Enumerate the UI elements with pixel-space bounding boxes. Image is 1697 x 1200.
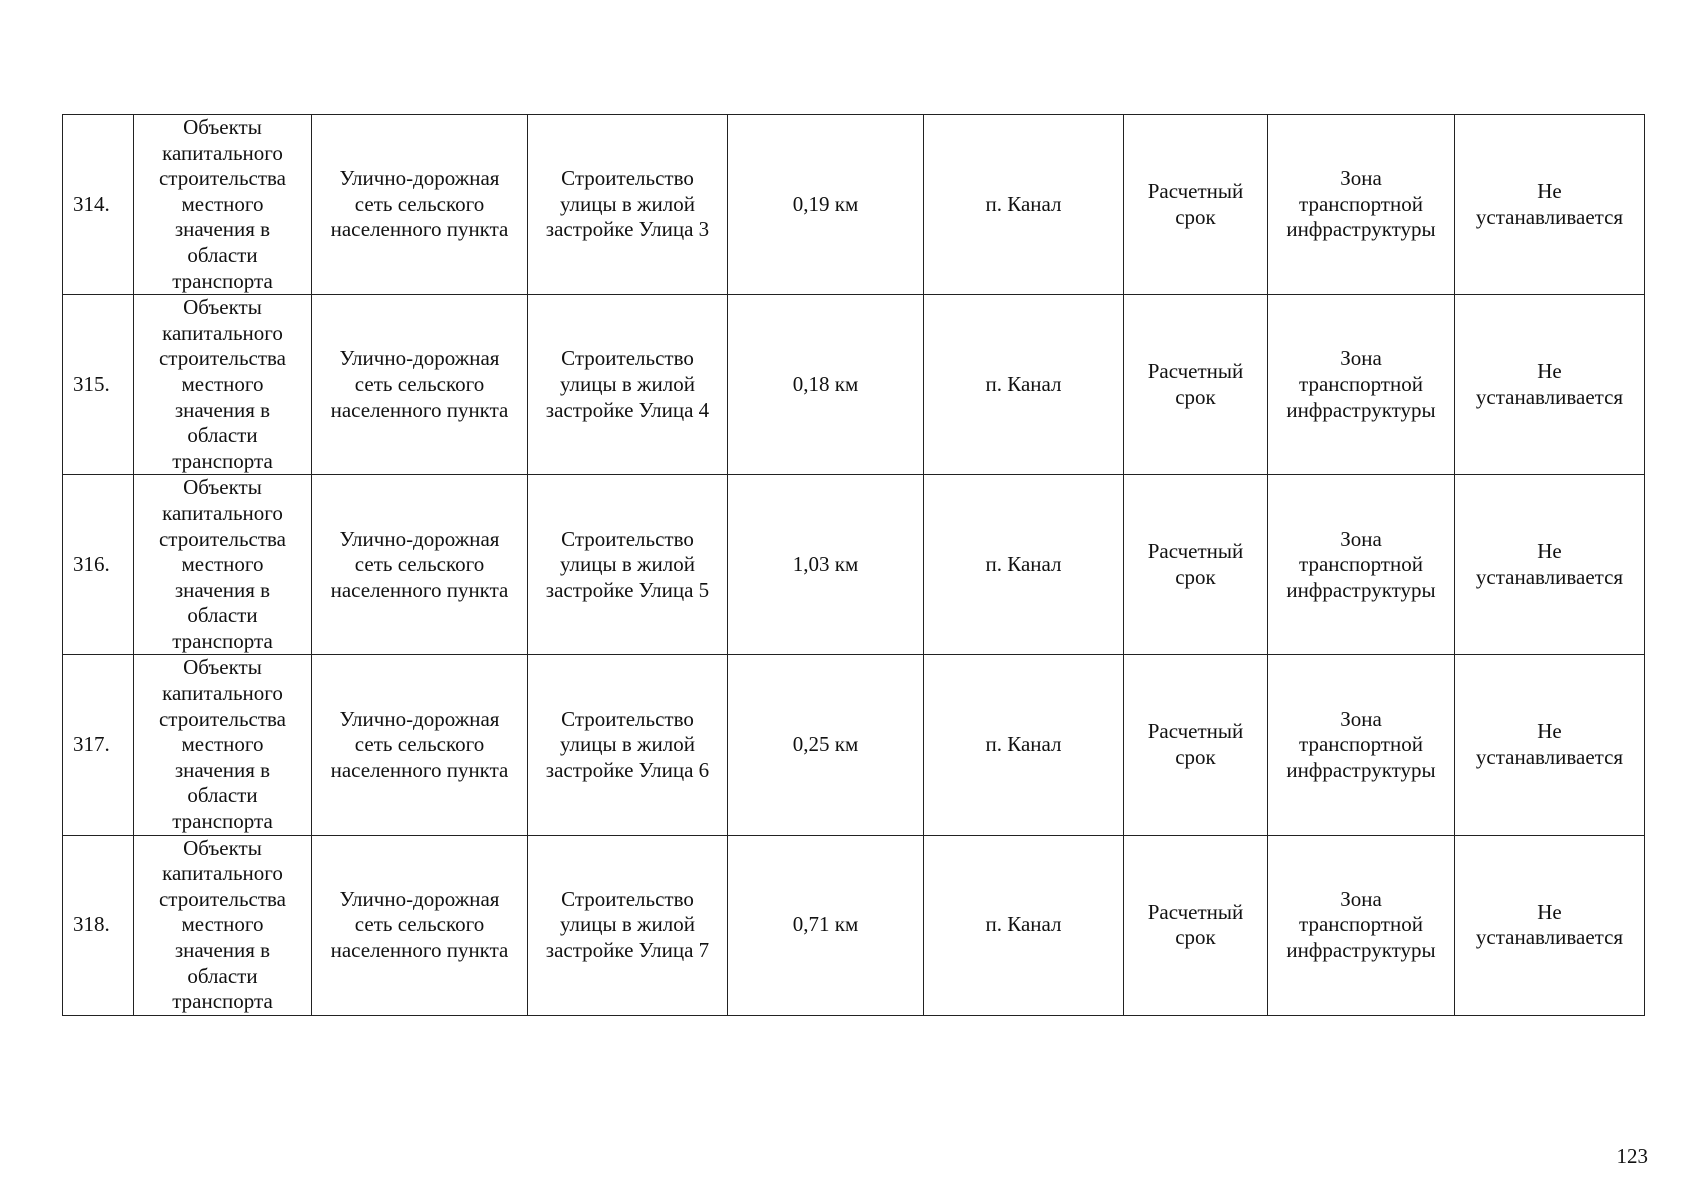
object-length: 0,19 км [792,191,859,216]
object-category: Объекты капитального строительства местного значения в области транспорта [158,295,286,473]
table-row [63,295,1645,475]
restriction-cell [1455,655,1645,835]
object-zone: Зона транспортной инфраструктуры [1286,706,1436,782]
objects-table [62,114,1645,1016]
row-number: 318. [73,912,110,937]
object-zone: Зона транспортной инфраструктуры [1286,886,1436,962]
row-number-cell [63,295,134,475]
length-cell [728,655,924,835]
length-cell [728,295,924,475]
object-zone: Зона транспортной инфраструктуры [1286,346,1436,422]
object-type: Улично-дорожная сеть сельского населенного пункта [330,886,509,962]
type-cell [312,475,528,655]
row-number-cell [63,655,134,835]
object-term: Расчетный срок [1147,719,1244,770]
object-restriction: Не устанавливается [1475,178,1624,229]
object-restriction: Не устанавливается [1475,539,1624,589]
length-cell [728,115,924,295]
object-name: Строительство улицы в жилой застройке Улица 5 [545,526,710,602]
row-number: 317. [73,732,110,757]
row-number: 315. [73,371,110,396]
category-cell [134,655,312,835]
term-cell [1124,475,1268,655]
object-location: п. Канал [985,371,1062,396]
type-cell [312,835,528,1015]
term-cell [1124,295,1268,475]
zone-cell [1268,655,1455,835]
term-cell [1124,835,1268,1015]
object-length: 1,03 км [792,552,859,577]
object-restriction: Не устанавливается [1475,719,1624,770]
row-number-cell [63,835,134,1015]
object-category: Объекты капитального строительства местного значения в области транспорта [158,475,286,653]
table-row [63,475,1645,655]
object-restriction: Не устанавливается [1475,359,1624,409]
row-number-cell [63,475,134,655]
object-name: Строительство улицы в жилой застройке Улица 4 [545,346,710,422]
object-category: Объекты капитального строительства местного значения в области транспорта [158,115,286,293]
object-length: 0,18 км [792,371,859,396]
term-cell [1124,115,1268,295]
restriction-cell [1455,295,1645,475]
zone-cell [1268,115,1455,295]
object-category: Объекты капитального строительства местного значения в области транспорта [158,835,286,1014]
name-cell [528,475,728,655]
object-location: п. Канал [985,191,1062,216]
page-number: 123 [1616,1144,1648,1168]
type-cell [312,655,528,835]
type-cell [312,115,528,295]
object-type: Улично-дорожная сеть сельского населенного пункта [330,346,509,422]
location-cell [924,295,1124,475]
object-category: Объекты капитального строительства местного значения в области транспорта [158,655,286,834]
name-cell [528,655,728,835]
type-cell [312,295,528,475]
object-length: 0,71 км [792,912,859,937]
restriction-cell [1455,115,1645,295]
object-term: Расчетный срок [1147,539,1244,589]
category-cell [134,475,312,655]
object-name: Строительство улицы в жилой застройке Улица 3 [545,166,710,242]
object-type: Улично-дорожная сеть сельского населенного пункта [330,166,509,242]
object-term: Расчетный срок [1147,899,1244,950]
object-location: п. Канал [985,732,1062,757]
name-cell [528,115,728,295]
category-cell [134,295,312,475]
table-row [63,655,1645,835]
row-number-cell [63,115,134,295]
zone-cell [1268,835,1455,1015]
term-cell [1124,655,1268,835]
location-cell [924,655,1124,835]
restriction-cell [1455,835,1645,1015]
zone-cell [1268,475,1455,655]
name-cell [528,295,728,475]
location-cell [924,475,1124,655]
object-name: Строительство улицы в жилой застройке Улица 7 [545,886,710,962]
length-cell [728,835,924,1015]
object-location: п. Канал [985,552,1062,577]
length-cell [728,475,924,655]
table-row [63,115,1645,295]
object-term: Расчетный срок [1147,359,1244,409]
category-cell [134,115,312,295]
category-cell [134,835,312,1015]
row-number: 316. [73,552,110,577]
object-name: Строительство улицы в жилой застройке Улица 6 [545,706,710,782]
object-zone: Зона транспортной инфраструктуры [1286,526,1436,602]
name-cell [528,835,728,1015]
row-number: 314. [73,191,110,216]
object-type: Улично-дорожная сеть сельского населенного пункта [330,526,509,602]
object-restriction: Не устанавливается [1475,899,1624,950]
object-type: Улично-дорожная сеть сельского населенного пункта [330,706,509,782]
zone-cell [1268,295,1455,475]
object-term: Расчетный срок [1147,178,1244,229]
table-row [63,835,1645,1015]
location-cell [924,115,1124,295]
object-location: п. Канал [985,912,1062,937]
restriction-cell [1455,475,1645,655]
location-cell [924,835,1124,1015]
object-length: 0,25 км [792,732,859,757]
object-zone: Зона транспортной инфраструктуры [1286,166,1436,242]
